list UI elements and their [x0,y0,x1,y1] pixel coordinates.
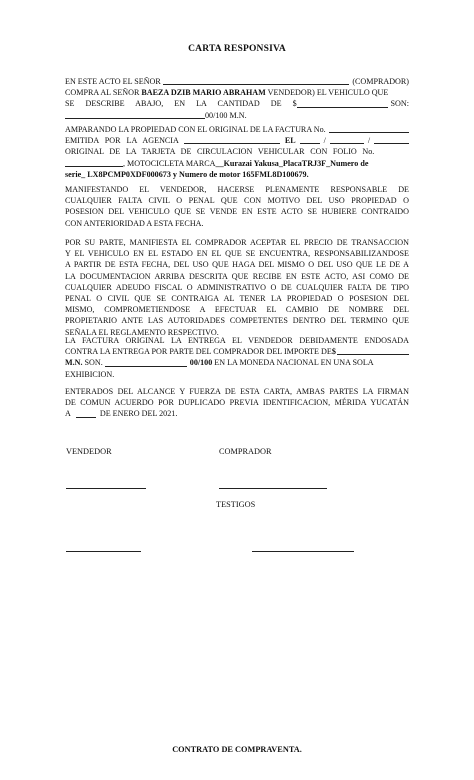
text-line: ENTERADOS DEL ALCANCE Y FUERZA DE ESTA CARTA, AMBAS PARTES LA FIRMAN [65,387,409,396]
text-line: EXHIBICION. [65,369,115,379]
text-line: MISMO, COMPROMETIENDOSE A EFECTUAR EL CAMBIO DE NOMBRE DEL [65,305,409,315]
document-footer: CONTRATO DE COMPRAVENTA. [172,745,302,754]
paragraph-seller-responsibility [65,184,409,229]
comprador-label: COMPRADOR [219,447,272,456]
document-title: CARTA RESPONSIVA [188,44,286,54]
amount-words-blank-2 [105,357,187,366]
invoice-number-blank [329,124,409,133]
text-line: LA DOCUMENTACION ARRIBA DESCRITA QUE RECIBE EN ESTE ACTO, ASI COMO DE [65,271,409,281]
text-line: MANIFESTANDO EL VENDEDOR, HACERSE PLENAMENTE RESPONSABLE DE [65,185,409,194]
plate-value: TRJ3F [301,158,327,168]
month-blank [330,135,364,144]
paragraph-invoice: AMPARANDO LA PROPIEDAD CON EL ORIGINAL DE LA FACTURA No. EMITIDA POR LA AGENCIA EL / / ORIGINAL DE LA TARJETA DE CIRCULACION VEHICULAR CON FOLIO No. , MOTOCICLETA MARCA __Kurazai Yakusa_ Placa TRJ3F _Numero de serie_ LX8PCMP0XDF000673 y Numero de motor 165FML8D100679. [65,124,409,180]
vendedor-label: VENDEDOR [66,447,112,456]
text-line: POSESION DEL VEHICULO QUE SE VENDE EN ESTE ACTO SE HUBIERE CONTRAIDO [65,207,409,217]
testigos-label: TESTIGOS [216,500,256,509]
amount-words-blank [65,110,205,119]
witness-2-signature-line [252,551,354,552]
folio-blank [65,158,123,167]
text-line: POR SU PARTE, MANIFIESTA EL COMPRADOR ACEPTAR EL PRECIO DE TRANSACCION [65,238,409,247]
text-line: Y EL VEHICULO EN EL ESTADO EN EL QUE SE ENCUENTRA, RESPONSABILIZANDOSE [65,249,409,259]
text-line: PENAL O CIVIL QUE SE CONTRAIGA AL TENER LA PROPIEDAD O POSESION DEL [65,294,409,304]
text-line: PROPIETARIO ANTE LAS AUTORIDADES COMPETENTES DENTRO DEL TERMINO QUE [65,316,409,326]
text-line: CUALQUIER FALTA CIVIL O PENAL QUE CON MOTIVO DEL USO PROPIEDAD O [65,196,409,206]
agency-blank [184,135,280,144]
text-line: DE COMUN ACUERDO POR DUPLICADO PREVIA IDENTIFICACION, MÉRIDA YUCATÁN [65,398,409,408]
year-blank [374,135,409,144]
day-blank [300,135,320,144]
brand-value: __Kurazai Yakusa_ [215,158,283,168]
comprador-signature-line [219,488,327,489]
text-line: LA FACTURA ORIGINAL LA ENTREGA EL VENDEDOR DEBIDAMENTE ENDOSADA [65,336,409,345]
day-blank-2 [76,408,96,417]
seller-name: BAEZA DZIB MARIO ABRAHAM [141,88,266,98]
text-line: CON ANTERIORIDAD A ESTA FECHA. [65,218,204,228]
buyer-name-blank [163,76,350,85]
amount-blank [297,98,388,107]
paragraph-sale-statement: EN ESTE ACTO EL SEÑOR (COMPRADOR) COMPRA AL SEÑOR BAEZA DZIB MARIO ABRAHAM VENDEDOR) EL VEHICULO QUE SE DESCRIBE ABAJO, EN LA CANTIDAD DE $ SON: 00/100 M.N. [65,77,409,120]
serial-number-value: LX8PCMP0XDF000673 [87,169,171,179]
text-line: SEÑALA EL REGLAMENTO RESPECTIVO. [65,327,219,337]
paragraph-buyer-responsibility [65,237,409,338]
paragraph-invoice-delivery: LA FACTURA ORIGINAL LA ENTREGA EL VENDEDOR DEBIDAMENTE ENDOSADA CONTRA LA ENTREGA POR PARTE DEL COMPRADOR DEL IMPORTE DE $ M.N. SON. 00/100 EN LA MONEDA NACIONAL EN UNA SOLA EXHIBICION. [65,336,409,379]
text-line: CUALQUIER ADEUDO FISCAL O ADMINISTRATIVO O DE CUALQUIER FALTA DE TIPO [65,282,409,292]
text-line: A PARTIR DE ESTA FECHA, DEL USO QUE HAGA DEL MISMO O DEL USO QUE LE DE A [65,260,409,270]
witness-1-signature-line [66,551,141,552]
amount-blank-2 [337,346,409,355]
motor-number-value: 165FML8D100679. [242,169,309,179]
paragraph-agreement: ENTERADOS DEL ALCANCE Y FUERZA DE ESTA CARTA, AMBAS PARTES LA FIRMAN DE COMUN ACUERDO POR DUPLICADO PREVIA IDENTIFICACION, MÉRIDA YUCATÁN A DE ENERO DEL 2021. [65,387,409,419]
vendedor-signature-line [66,488,146,489]
